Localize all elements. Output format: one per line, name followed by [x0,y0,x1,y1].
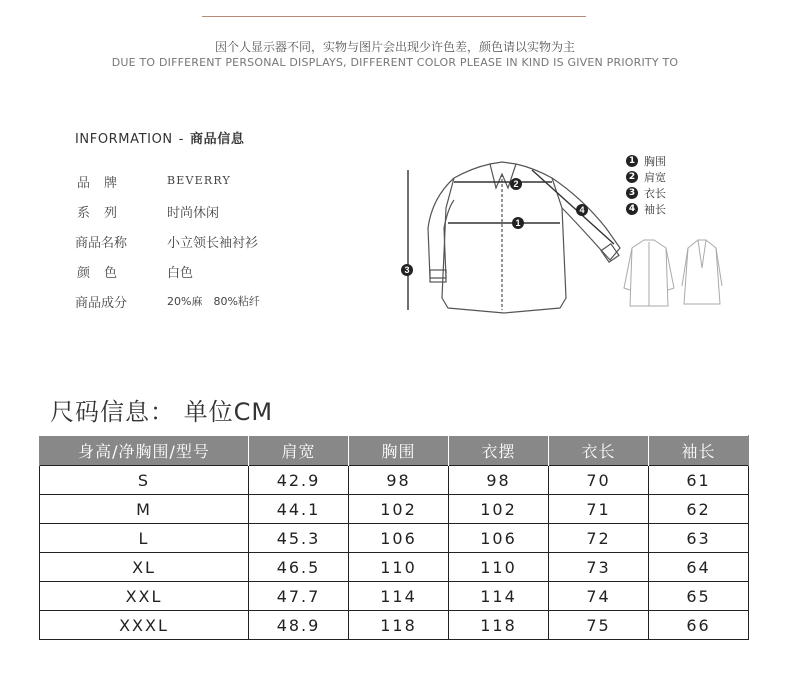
marker-1-label: 1 [515,218,521,228]
info-key: 品牌 [77,176,132,191]
marker-4-label: 4 [579,205,585,215]
info-key: 系列 [77,206,132,221]
table-cell: L [40,524,249,553]
table-row [40,611,749,640]
measurement-legend [626,153,666,217]
table-cell: XXL [40,582,249,611]
legend-label: 衣长 [644,187,666,200]
size-table-header [40,436,749,466]
legend-label: 胸围 [644,155,666,168]
table-cell: 71 [549,495,649,524]
info-value: 时尚休闲 [167,206,220,221]
blazer-thumbnail-icon [682,240,722,304]
table-row [40,466,749,495]
table-cell: 48.9 [249,611,349,640]
table-cell: 106 [349,524,449,553]
color-notice-en: DUE TO DIFFERENT PERSONAL DISPLAYS, DIFFERENT COLOR PLEASE IN KIND IS GIVEN PRIORITY TO [111,56,679,69]
legend-number-icon: 2 [626,171,638,183]
column-header: 袖长 [649,436,749,466]
table-cell: 66 [649,611,749,640]
table-cell: XXXL [40,611,249,640]
table-cell: 106 [449,524,549,553]
table-cell: 47.7 [249,582,349,611]
info-key: 商品名称 [75,236,128,251]
column-header: 衣摆 [449,436,549,466]
table-cell: 61 [649,466,749,495]
legend-item [626,153,666,169]
column-header: 衣长 [549,436,649,466]
table-cell: 44.1 [249,495,349,524]
info-value: BEVERRY [167,174,231,187]
info-heading-sep: - [178,132,185,147]
table-cell: 98 [449,466,549,495]
table-cell: 114 [349,582,449,611]
marker-3-label: 3 [404,265,410,275]
legend-item [626,185,666,201]
table-cell: 42.9 [249,466,349,495]
table-cell: 70 [549,466,649,495]
info-key: 颜色 [77,266,132,281]
table-cell: 73 [549,553,649,582]
table-cell: 118 [449,611,549,640]
table-cell: 110 [349,553,449,582]
column-header: 胸围 [349,436,449,466]
info-value: 白色 [167,266,194,281]
table-cell: M [40,495,249,524]
info-heading [75,128,244,147]
table-cell: 62 [649,495,749,524]
jacket-thumbnail-icon [624,240,674,306]
table-cell: 98 [349,466,449,495]
table-cell: 72 [549,524,649,553]
table-cell: 75 [549,611,649,640]
info-heading-en: INFORMATION [75,132,173,147]
table-cell: 102 [349,495,449,524]
table-cell: 114 [449,582,549,611]
measurement-lines [408,170,614,310]
table-row [40,553,749,582]
legend-item [626,169,666,185]
marker-2-label: 2 [513,179,519,189]
sleeve-line [532,170,614,244]
legend-label: 袖长 [644,203,666,216]
column-header: 肩宽 [249,436,349,466]
info-value: 小立领长袖衬衫 [167,236,259,251]
color-notice-cn: 因个人显示器不同，实物与图片会出现少许色差，颜色请以实物为主 [214,40,575,54]
column-header: 身高/净胸围/型号 [40,436,249,466]
info-key: 商品成分 [75,296,128,311]
table-cell: 74 [549,582,649,611]
size-chart-title: 尺码信息： 单位CM [50,398,274,426]
info-heading-cn: 商品信息 [190,132,245,147]
legend-number-icon: 4 [626,203,638,215]
table-row [40,582,749,611]
table-cell: 102 [449,495,549,524]
legend-item [626,201,666,217]
shirt-measurement-diagram [392,148,732,328]
table-cell: 110 [449,553,549,582]
table-row [40,524,749,553]
table-cell: 64 [649,553,749,582]
shirt-outline [428,162,620,313]
table-cell: XL [40,553,249,582]
size-table [39,435,749,640]
table-cell: 118 [349,611,449,640]
legend-number-icon: 3 [626,187,638,199]
table-cell: 46.5 [249,553,349,582]
table-cell: S [40,466,249,495]
top-divider [202,16,586,17]
table-cell: 65 [649,582,749,611]
table-cell: 63 [649,524,749,553]
table-row [40,495,749,524]
info-value: 20%麻 80%粘纤 [167,295,260,308]
legend-number-icon: 1 [626,155,638,167]
table-cell: 45.3 [249,524,349,553]
legend-label: 肩宽 [644,171,666,184]
